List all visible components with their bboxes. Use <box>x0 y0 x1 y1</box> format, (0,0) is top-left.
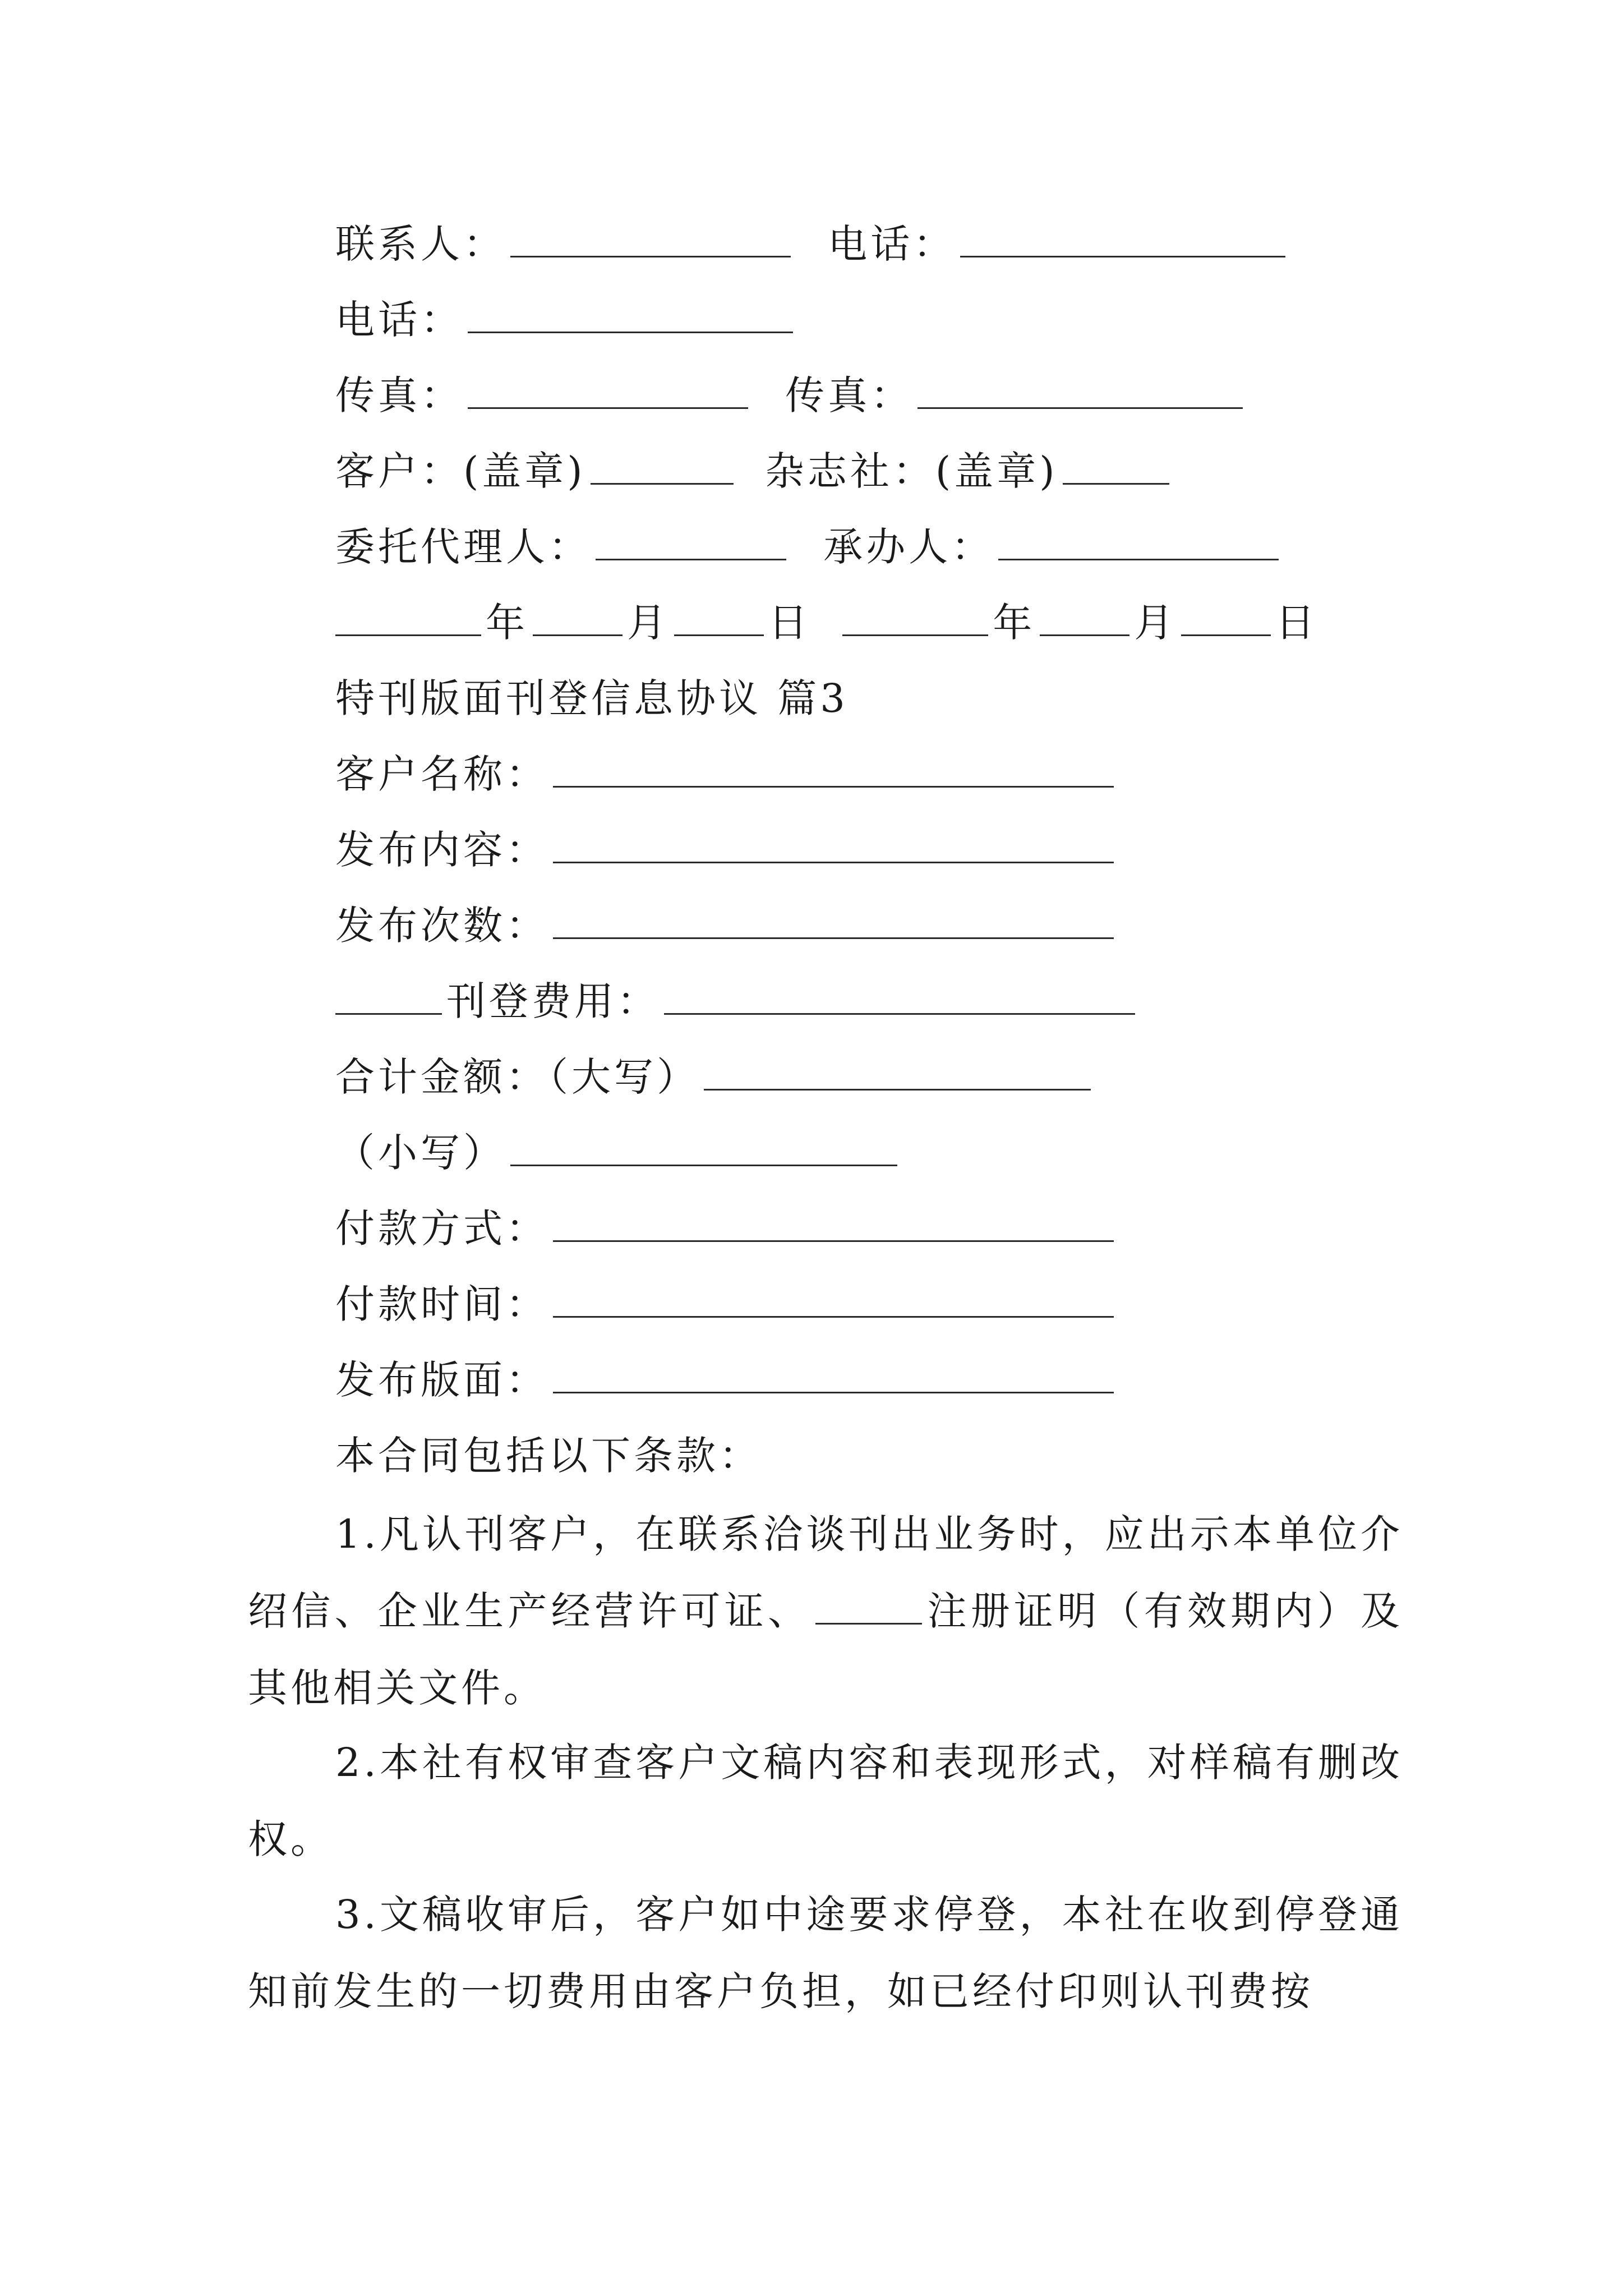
day-blank[interactable] <box>674 597 764 636</box>
page-label: 发布版面： <box>335 1357 548 1403</box>
phone-blank[interactable] <box>960 218 1285 257</box>
fee-prefix-blank[interactable] <box>335 976 442 1015</box>
contact-phone-row <box>335 216 1290 272</box>
year2-label: 年 <box>993 600 1036 646</box>
month-label: 月 <box>627 600 670 646</box>
section-title: 特刊版面刊登信息协议 篇3 <box>335 675 849 721</box>
handler-label: 承办人： <box>823 524 994 570</box>
client-name-row <box>335 746 1118 802</box>
payment-time-row <box>335 1276 1118 1332</box>
clause-3 <box>248 1876 1403 2030</box>
client-name-label: 客户名称： <box>335 751 548 797</box>
fee-row <box>335 973 1140 1029</box>
phone2-label: 电话： <box>335 297 463 343</box>
times-label: 发布次数： <box>335 903 548 949</box>
payment-time-blank[interactable] <box>553 1278 1114 1318</box>
fax-row <box>335 367 1247 424</box>
date-row <box>335 595 1318 651</box>
clause-1-blank[interactable] <box>815 1585 922 1625</box>
agent-blank[interactable] <box>596 521 786 560</box>
day2-blank[interactable] <box>1181 597 1271 636</box>
month2-label: 月 <box>1134 600 1177 646</box>
client-seal-label: 客户：(盖章) <box>335 448 586 494</box>
handler-blank[interactable] <box>998 521 1279 560</box>
page-row <box>335 1352 1118 1408</box>
magazine-seal-label: 杂志社：(盖章) <box>764 448 1058 494</box>
page-blank[interactable] <box>553 1354 1114 1393</box>
day-label: 日 <box>768 600 811 646</box>
client-name-blank[interactable] <box>553 748 1114 788</box>
small-label: （小写） <box>335 1130 506 1176</box>
terms-intro: 本合同包括以下条款： <box>335 1433 762 1479</box>
fax2-blank[interactable] <box>917 370 1243 409</box>
contact-label: 联系人： <box>335 221 506 267</box>
fax2-label: 传真： <box>785 372 914 418</box>
clause-3-text: 3.文稿收审后，客户如中途要求停登，本社在收到停登通知前发生的一切费用由客户负担，如已经付印则认刊费按 <box>248 1892 1403 2014</box>
clause-2-text: 2.本社有权审查客户文稿内容和表现形式，对样稿有删改权。 <box>248 1740 1403 1862</box>
phone2-blank[interactable] <box>468 294 793 333</box>
payment-time-label: 付款时间： <box>335 1281 548 1327</box>
year2-blank[interactable] <box>842 597 988 636</box>
day2-label: 日 <box>1275 600 1318 646</box>
payment-method-label: 付款方式： <box>335 1205 548 1251</box>
month2-blank[interactable] <box>1040 597 1129 636</box>
small-row <box>335 1125 902 1181</box>
content-row <box>335 822 1118 878</box>
phone2-row <box>335 292 797 348</box>
small-blank[interactable] <box>510 1127 897 1166</box>
payment-method-blank[interactable] <box>553 1203 1114 1242</box>
payment-method-row <box>335 1200 1118 1257</box>
fax-blank[interactable] <box>468 370 748 409</box>
content-blank[interactable] <box>553 824 1114 863</box>
clause-1-text-part1: 1.凡认刊客户，在联系洽谈刊出业务时，应出示本单位介绍信、企业生产经营许可证、 <box>248 1511 1403 1634</box>
magazine-seal-blank[interactable] <box>1063 445 1169 485</box>
fee-blank[interactable] <box>664 976 1135 1015</box>
fee-label: 刊登费用： <box>446 978 660 1024</box>
client-seal-blank[interactable] <box>591 445 734 485</box>
times-blank[interactable] <box>553 900 1114 939</box>
content-label: 发布内容： <box>335 827 548 873</box>
clause-1 <box>248 1496 1403 1727</box>
clause-2 <box>248 1724 1403 1878</box>
total-label: 合计金额：（大写） <box>335 1054 699 1100</box>
clause-1-text-part2: 注册证明（有效期内）及其他相关文件。 <box>248 1588 1403 1711</box>
times-row <box>335 898 1118 954</box>
total-row <box>335 1049 1095 1105</box>
agent-row <box>335 519 1283 575</box>
phone-label: 电话： <box>828 221 956 267</box>
year-blank[interactable] <box>335 597 481 636</box>
total-blank[interactable] <box>704 1051 1091 1091</box>
seal-row <box>335 443 1174 499</box>
fax-label: 传真： <box>335 372 463 418</box>
contact-blank[interactable] <box>510 218 791 257</box>
year-label: 年 <box>486 600 528 646</box>
month-blank[interactable] <box>533 597 623 636</box>
agent-label: 委托代理人： <box>335 524 591 570</box>
